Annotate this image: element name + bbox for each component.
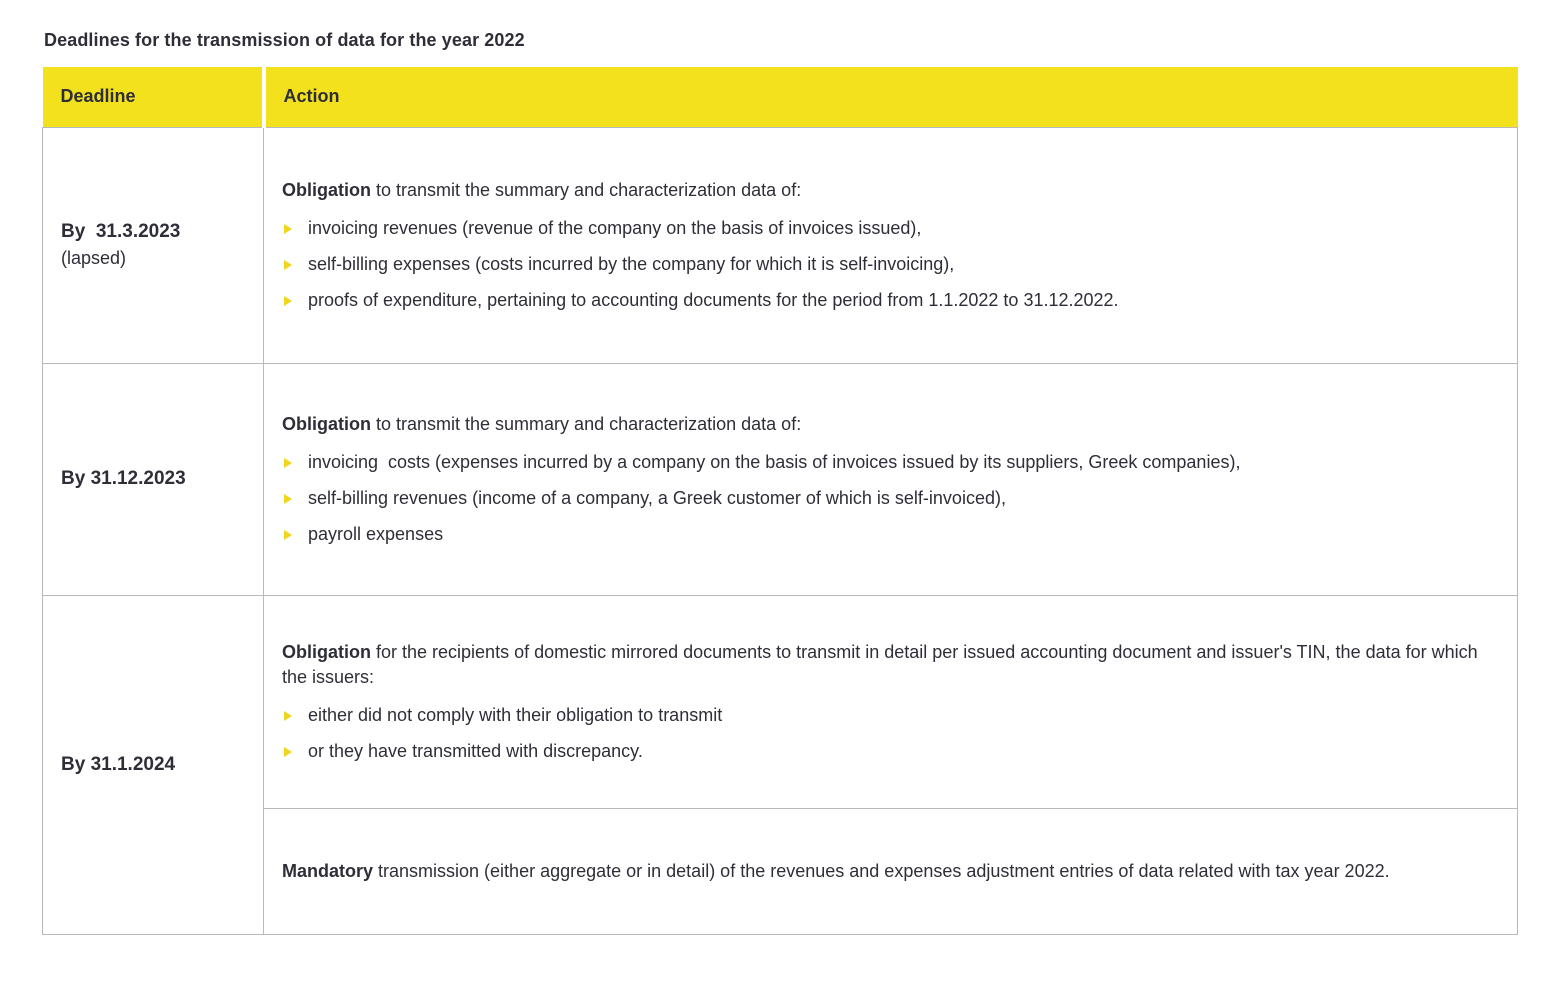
table-row — [43, 595, 1518, 808]
header-cell-action: Action — [264, 67, 1518, 127]
table-header-row — [43, 67, 1518, 127]
action-lead: Mandatory — [282, 860, 374, 881]
bullet-triangle-icon — [284, 494, 292, 504]
action-paragraph — [282, 412, 1491, 437]
bullet-item — [284, 486, 1491, 511]
bullet-triangle-icon — [284, 530, 292, 540]
bullet-triangle-icon — [284, 224, 292, 234]
action-cell — [264, 595, 1518, 808]
bullet-item — [284, 252, 1491, 277]
action-lead: Obligation — [282, 179, 371, 200]
deadline-label: By 31.1.2024 — [61, 753, 176, 775]
bullet-item — [284, 216, 1491, 241]
bullet-text: invoicing revenues (revenue of the company on the basis of invoices issued), — [308, 217, 922, 238]
action-intro: to transmit the summary and characterization data of: — [371, 413, 802, 434]
action-cell — [264, 808, 1518, 934]
bullet-triangle-icon — [284, 711, 292, 721]
table-row — [43, 363, 1518, 595]
bullet-list — [284, 450, 1491, 547]
bullet-item — [284, 450, 1491, 475]
action-lead: Obligation — [282, 413, 371, 434]
action-intro: for the recipients of domestic mirrored documents to transmit in detail per issued accounting document and issuer's TIN, the data for which the issuers: — [282, 641, 1483, 687]
bullet-text: invoicing costs (expenses incurred by a company on the basis of invoices issued by its suppliers, Greek companies), — [308, 451, 1241, 472]
header-cell-deadline: Deadline — [43, 67, 264, 127]
bullet-item — [284, 703, 1491, 728]
table-row — [43, 808, 1518, 934]
table-row — [43, 127, 1518, 363]
bullet-list — [284, 216, 1491, 313]
bullet-item — [284, 288, 1491, 313]
bullet-triangle-icon — [284, 458, 292, 468]
bullet-triangle-icon — [284, 296, 292, 306]
deadline-cell — [43, 127, 264, 363]
deadline-cell — [43, 363, 264, 595]
deadline-note: (lapsed) — [61, 248, 127, 268]
action-cell — [264, 127, 1518, 363]
deadlines-table — [42, 67, 1518, 935]
page-title: Deadlines for the transmission of data for the year 2022 — [44, 30, 525, 50]
bullet-triangle-icon — [284, 260, 292, 270]
bullet-item — [284, 522, 1491, 547]
action-intro: transmission (either aggregate or in detail) of the revenues and expenses adjustment entries of data related with tax year 2022. — [373, 860, 1390, 881]
bullet-text: either did not comply with their obligation to transmit — [308, 704, 723, 725]
action-paragraph — [282, 859, 1491, 884]
deadline-label: By 31.12.2023 — [61, 468, 186, 489]
bullet-text: self-billing revenues (income of a company, a Greek customer of which is self-invoiced), — [308, 487, 1006, 508]
bullet-text: self-billing expenses (costs incurred by the company for which it is self-invoicing), — [308, 253, 955, 274]
action-cell — [264, 363, 1518, 595]
action-paragraph — [282, 640, 1491, 690]
deadline-cell — [43, 595, 264, 934]
bullet-text: proofs of expenditure, pertaining to accounting documents for the period from 1.1.2022 to 31.12.2022. — [308, 289, 1119, 310]
bullet-item — [284, 739, 1491, 764]
action-paragraph — [282, 178, 1491, 203]
action-lead: Obligation — [282, 641, 371, 662]
action-intro: to transmit the summary and characterization data of: — [371, 179, 802, 200]
bullet-list — [284, 703, 1491, 764]
deadline-label: By 31.3.2023 — [61, 221, 181, 242]
bullet-text: payroll expenses — [308, 523, 444, 544]
bullet-text: or they have transmitted with discrepancy. — [308, 740, 643, 761]
bullet-triangle-icon — [284, 747, 292, 757]
